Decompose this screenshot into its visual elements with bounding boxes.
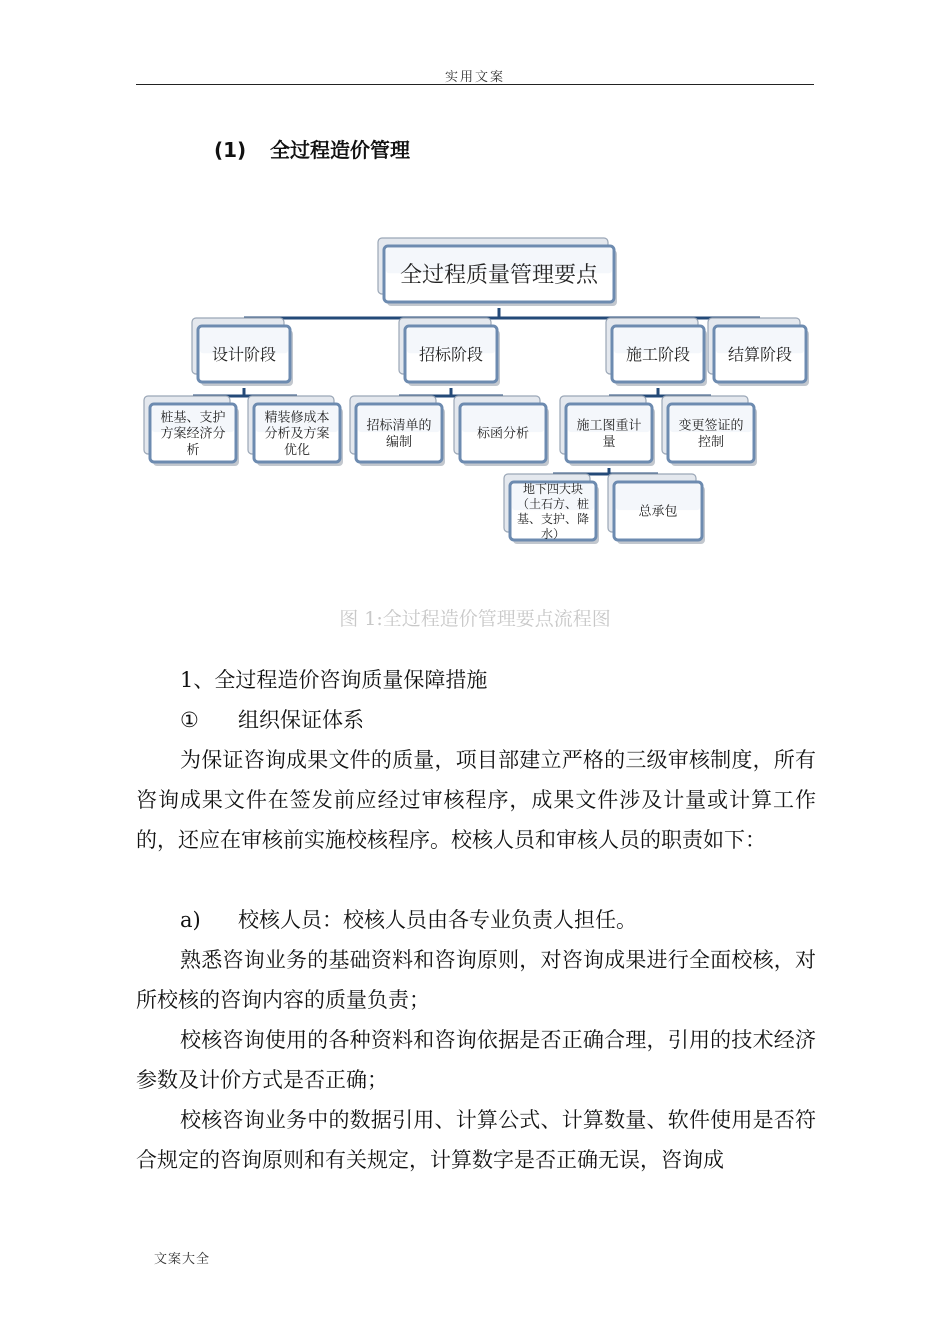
flow-diagram <box>0 0 950 600</box>
page-header: 实用文案 <box>444 70 505 85</box>
item-2-text: 组织保证体系 <box>238 708 364 732</box>
paragraph-1: 为保证咨询成果文件的质量，项目部建立严格的三级审核制度，所有咨询成果文件在签发前应经过审核程序，成果文件涉及计量或计算工作的，还应在审核前实施校核程序。校核人员和审核人员的职责如下： <box>136 748 816 852</box>
box-construction-change <box>662 396 757 466</box>
box-stage-construction <box>606 318 707 386</box>
box-label-line: 全过程质量管理要点 <box>399 262 599 288</box>
section-title-text: 全过程造价管理 <box>270 138 410 162</box>
box-label-line: 方案经济分 <box>160 426 226 442</box>
box-label-line: 编制 <box>385 434 413 450</box>
paragraph-4: 校核咨询业务中的数据引用、计算公式、计算数量、软件使用是否符合规定的咨询原则和有关规定，计算数字是否正确无误，咨询成 <box>136 1108 816 1172</box>
box-label-line: 设计阶段 <box>211 344 277 364</box>
box-label-line: （土石方、桩 <box>516 496 590 511</box>
box-construction-recalc <box>560 396 655 466</box>
paragraph-2: 熟悉咨询业务的基础资料和咨询原则，对咨询成果进行全面校核，对所校核的咨询内容的质量负责； <box>136 948 816 1012</box>
box-label-line: 精装修成本 <box>264 410 330 426</box>
box-label-line: 水） <box>540 526 566 541</box>
box-stage-settlement <box>708 318 809 386</box>
item-3-marker: a) <box>180 908 201 932</box>
box-recalc-general <box>608 474 705 544</box>
box-design-pile <box>144 396 239 466</box>
box-design-decoration <box>248 396 343 466</box>
box-label-line: 分析及方案 <box>264 426 330 442</box>
box-label-line: 控制 <box>697 434 725 450</box>
box-stage-bidding <box>399 318 500 386</box>
heading-item-2 <box>180 700 364 740</box>
figure-caption: 图 1:全过程造价管理要点流程图 <box>339 608 611 630</box>
page-footer: 文案大全 <box>154 1252 211 1267</box>
box-label-line: 变更签证的 <box>678 418 744 434</box>
box-label-line: 量 <box>602 434 616 450</box>
box-label-line: 招标清单的 <box>366 418 432 434</box>
paragraph-3: 校核咨询使用的各种资料和咨询依据是否正确合理，引用的技术经济参数及计价方式是否正确； <box>136 1028 816 1092</box>
box-stage-design <box>192 318 293 386</box>
box-label-line: 招标阶段 <box>418 344 484 364</box>
box-label-line: 总承包 <box>638 504 678 520</box>
box-label-line: 施工图重计 <box>576 418 642 434</box>
box-label-line: 基、支护、降 <box>516 511 590 526</box>
box-label-line: 结算阶段 <box>727 344 793 364</box>
box-bidding-list <box>350 396 445 466</box>
item-2-marker: ① <box>180 708 199 732</box>
box-root <box>378 238 617 306</box>
box-bidding-letter <box>454 396 549 466</box>
box-label-line: 标函分析 <box>476 426 530 442</box>
box-label-line: 析 <box>186 442 200 458</box>
box-label-line: 优化 <box>283 442 311 458</box>
heading-item-1: 1、全过程造价咨询质量保障措施 <box>180 668 488 692</box>
box-label-line: 地下四大块 <box>522 481 584 496</box>
item-3-text: 校核人员：校核人员由各专业负责人担任。 <box>238 908 637 932</box>
section-number: (1) <box>214 138 247 162</box>
box-label-line: 桩基、支护 <box>160 410 226 426</box>
box-recalc-four <box>504 474 599 544</box>
heading-item-3 <box>180 900 637 940</box>
box-label-line: 施工阶段 <box>625 344 691 364</box>
